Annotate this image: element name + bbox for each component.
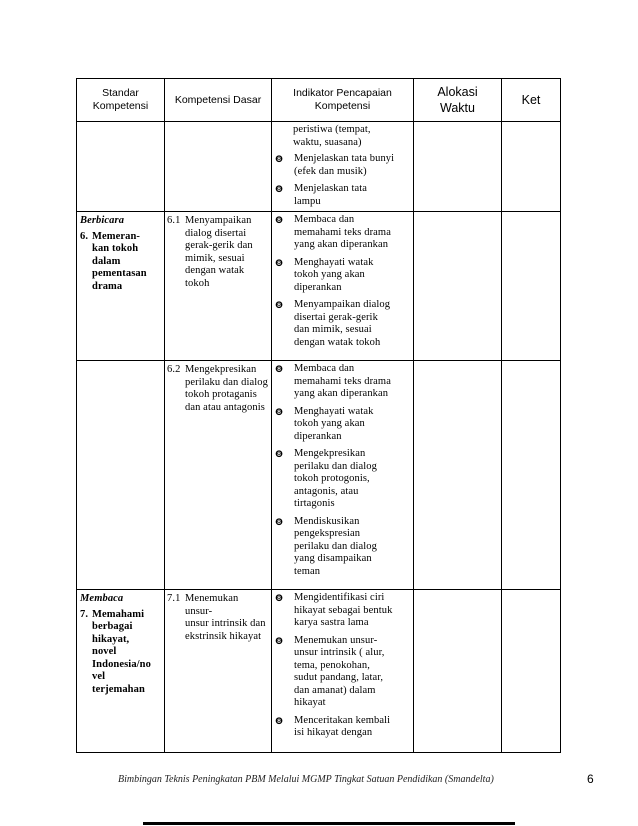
indicator-line: Membaca dan	[294, 363, 355, 374]
sk-title	[80, 231, 162, 294]
kd-cell	[165, 122, 272, 212]
indicator-line: Menemukan unsur-	[294, 634, 378, 646]
indicator-item	[274, 214, 411, 252]
kd-line: ekstrinsik hikayat	[185, 630, 262, 642]
header-text: Kompetensi	[314, 100, 371, 112]
sk-line: kan tokoh	[92, 243, 139, 254]
indicator-list	[272, 361, 413, 581]
indicator-item	[274, 448, 411, 511]
bullet-icon: ❽	[275, 184, 284, 194]
indicator-list	[272, 122, 413, 211]
indicator-line: hikayat	[294, 697, 326, 708]
sk-line: Memahami	[92, 608, 145, 620]
sk-cell	[77, 590, 165, 753]
indicator-item	[274, 183, 411, 208]
indicator-line: dan mimik, sesuai	[294, 324, 372, 335]
indicator-line: lampu	[294, 195, 321, 207]
indicator-line: disertai gerak-gerik	[294, 311, 378, 323]
ket-cell	[502, 212, 561, 361]
indicator-item	[274, 406, 411, 444]
sk-line: dalam	[92, 255, 121, 267]
sk-line: novel	[92, 646, 117, 657]
bullet-icon: ❽	[275, 593, 284, 603]
indicator-item	[274, 299, 411, 349]
ket-cell	[502, 590, 561, 753]
header-text: Kompetensi Dasar	[174, 93, 262, 106]
kd-line: dan atau antagonis	[185, 401, 265, 413]
kd-line: perilaku dan dialog	[185, 376, 268, 388]
competency-table	[76, 78, 561, 753]
indicator-line: sudut pandang, latar,	[294, 672, 384, 683]
indicator-item	[274, 592, 411, 630]
bullet-icon: ❽	[275, 449, 284, 459]
indicator-list	[272, 590, 413, 743]
sk-line: Memeran-	[92, 230, 141, 242]
indicator-line: hikayat sebagai bentuk	[294, 604, 393, 616]
indicator-line: pengekspresian	[294, 528, 361, 539]
indicator-line: tema, penokohan,	[294, 659, 370, 671]
table-row	[77, 212, 561, 361]
kd-line: tokoh protaganis	[185, 389, 257, 400]
footer-rule	[143, 822, 515, 825]
kd-cell	[165, 361, 272, 590]
indicator-cell	[272, 122, 414, 212]
bullet-icon: ❽	[275, 154, 284, 164]
kd-cell	[165, 212, 272, 361]
sk-cell	[77, 212, 165, 361]
indicator-line: yang akan diperankan	[294, 239, 389, 250]
indicator-cell	[272, 361, 414, 590]
indicator-line: dengan watak tokoh	[294, 336, 381, 348]
indicator-item	[274, 153, 411, 178]
kd-cell	[165, 590, 272, 753]
indicator-cell	[272, 590, 414, 753]
indicator-line: tokoh yang akan	[294, 269, 365, 280]
indicator-line: Menjelaskan tata	[294, 183, 368, 194]
indicator-line: yang akan diperankan	[294, 388, 389, 399]
header-alokasi-waktu	[414, 79, 502, 122]
indicator-line: karya sastra lama	[294, 617, 369, 628]
header-text: Ket	[521, 93, 541, 107]
category-label: Membaca	[80, 593, 124, 604]
indicator-item	[274, 516, 411, 579]
kd-line: Menyampaikan	[185, 215, 252, 226]
indicator-cell	[272, 212, 414, 361]
indicator-line: Menjelaskan tata bunyi	[294, 153, 395, 164]
indicator-continuation	[274, 124, 411, 149]
indicator-item	[274, 715, 411, 740]
header-text: Standar	[102, 87, 139, 99]
sk-line: drama	[92, 280, 123, 292]
kd-line: dialog disertai	[185, 227, 247, 239]
indicator-line: Mengekpresikan	[294, 448, 366, 459]
bullet-icon: ❽	[275, 300, 284, 310]
kd-line: tokoh	[185, 277, 210, 289]
alokasi-cell	[414, 590, 502, 753]
indicator-line: yang disampaikan	[294, 553, 372, 564]
ket-cell	[502, 122, 561, 212]
sk-number: 6.	[80, 230, 89, 242]
bullet-icon: ❽	[275, 215, 284, 225]
page-footer: Bimbingan Teknis Peningkatan PBM Melalui MGMP Tingkat Satuan Pendidikan (Smandelta)	[118, 774, 494, 785]
header-indikator	[272, 79, 414, 122]
indicator-line: tokoh protogonis,	[294, 473, 370, 484]
sk-cell	[77, 122, 165, 212]
indicator-line: memahami teks drama	[294, 226, 391, 238]
indicator-item	[274, 635, 411, 710]
kd-line: dengan watak	[185, 265, 245, 276]
indicator-line: perilaku dan dialog	[294, 460, 377, 472]
kd-number: 7.1	[167, 593, 181, 604]
kd-line: gerak-gerik dan	[185, 240, 253, 251]
indicator-line: Membaca dan	[294, 214, 355, 225]
indicator-line: tirtagonis	[294, 498, 335, 509]
table-header-row	[77, 79, 561, 122]
table-row	[77, 361, 561, 590]
page-number: 6	[587, 772, 594, 786]
kompetensi-dasar	[165, 590, 271, 646]
sk-line: vel	[92, 671, 106, 682]
sk-line: terjemahan	[92, 683, 145, 695]
indicator-line: dan amanat) dalam	[294, 684, 376, 696]
kompetensi-dasar	[165, 212, 271, 293]
indicator-line: diperankan	[294, 430, 342, 442]
header-kompetensi-dasar	[165, 79, 272, 122]
bullet-icon: ❽	[275, 715, 284, 726]
sk-cell	[77, 361, 165, 590]
indicator-line: peristiwa (tempat,	[293, 124, 371, 135]
kd-line: unsur intrinsik dan	[185, 618, 266, 629]
bullet-icon: ❽	[275, 635, 284, 646]
ket-cell	[502, 361, 561, 590]
alokasi-cell	[414, 212, 502, 361]
sk-number: 7.	[80, 608, 89, 620]
kompetensi-dasar	[165, 361, 271, 417]
bullet-icon: ❽	[275, 364, 284, 374]
header-ket	[502, 79, 561, 122]
indicator-line: Menyampaikan dialog	[294, 299, 391, 310]
alokasi-cell	[414, 122, 502, 212]
header-text: Indikator Pencapaian	[293, 87, 392, 99]
sk-line: berbagai	[92, 621, 133, 632]
header-standar-kompetensi	[77, 79, 165, 122]
kd-line: Mengekpresikan	[185, 364, 257, 375]
indicator-line: antagonis, atau	[294, 485, 359, 497]
kd-line: Menemukan unsur-	[185, 593, 239, 617]
indicator-line: waktu, suasana)	[293, 136, 362, 148]
sk-line: Indonesia/no	[92, 658, 151, 670]
alokasi-cell	[414, 361, 502, 590]
header-text: Alokasi	[437, 85, 478, 99]
bullet-icon: ❽	[275, 516, 284, 527]
indicator-line: memahami teks drama	[294, 375, 391, 387]
category-label: Berbicara	[80, 215, 125, 226]
indicator-line: Mendiskusikan	[294, 515, 360, 527]
indicator-line: Menceritakan kembali	[294, 714, 391, 726]
indicator-item	[274, 363, 411, 401]
indicator-line: teman	[294, 565, 321, 577]
indicator-line: Menghayati watak	[294, 405, 374, 417]
indicator-line: unsur intrinsik ( alur,	[294, 647, 385, 658]
indicator-item	[274, 257, 411, 295]
header-text: Kompetensi	[92, 100, 149, 112]
table-row	[77, 122, 561, 212]
kd-number: 6.2	[167, 364, 181, 375]
indicator-line: isi hikayat dengan	[294, 727, 373, 738]
indicator-list	[272, 212, 413, 352]
indicator-line: (efek dan musik)	[294, 165, 367, 177]
kd-line: mimik, sesuai	[185, 252, 245, 264]
indicator-line: tokoh yang akan	[294, 418, 365, 429]
sk-title	[80, 609, 162, 697]
standar-kompetensi	[77, 590, 164, 699]
bullet-icon: ❽	[275, 406, 284, 417]
bullet-icon: ❽	[275, 257, 284, 268]
indicator-line: Menghayati watak	[294, 256, 374, 268]
kd-number: 6.1	[167, 215, 181, 226]
table-row	[77, 590, 561, 753]
indicator-line: perilaku dan dialog	[294, 540, 377, 552]
header-text: Waktu	[440, 101, 475, 115]
standar-kompetensi	[77, 212, 164, 296]
sk-line: pementasan	[92, 268, 147, 279]
indicator-line: Mengidentifikasi ciri	[294, 592, 385, 603]
indicator-line: diperankan	[294, 281, 342, 293]
sk-line: hikayat,	[92, 633, 130, 645]
